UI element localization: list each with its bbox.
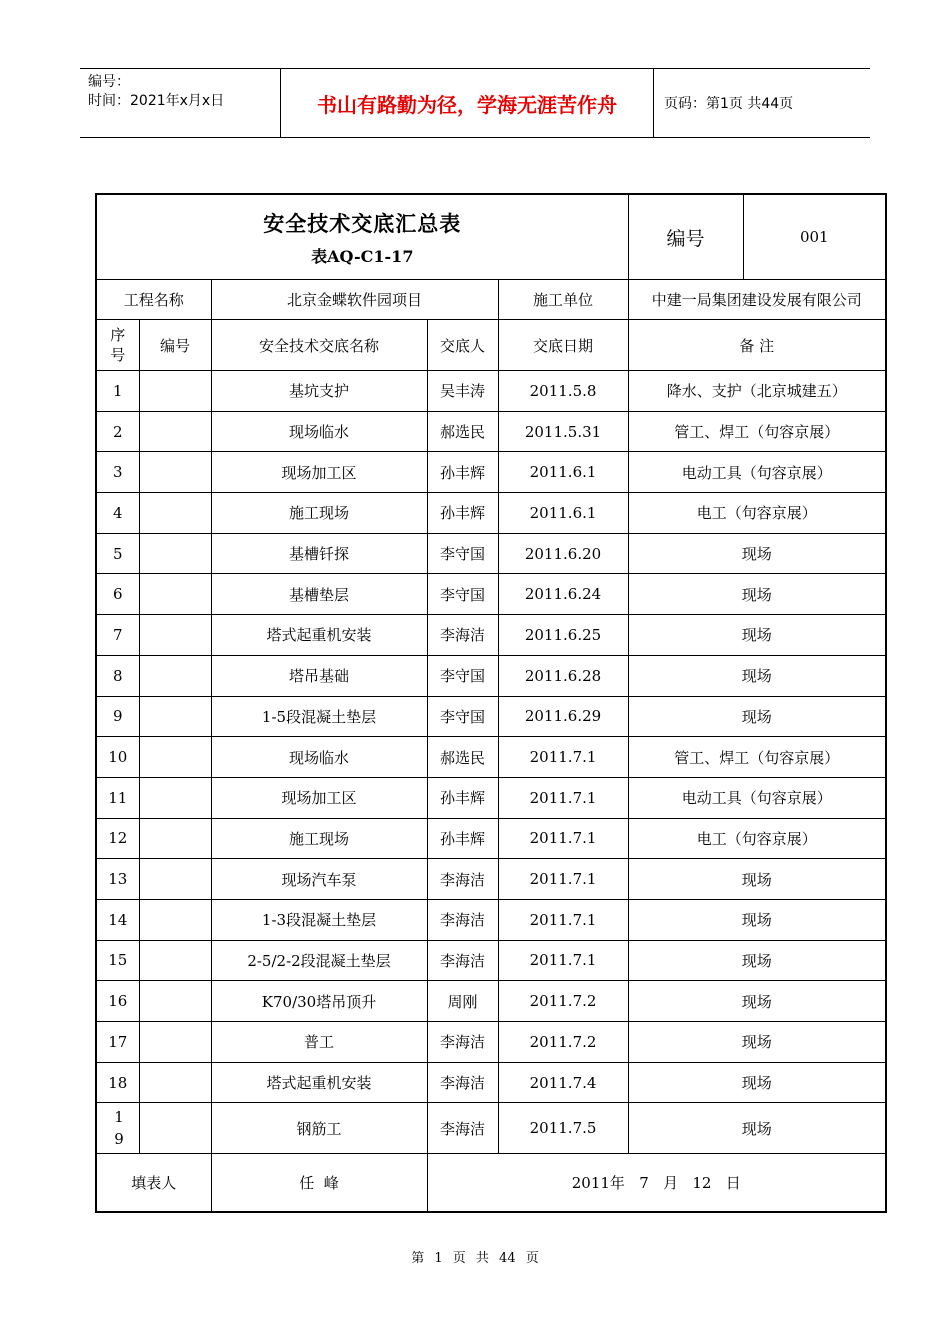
cell-name: 基坑支护 xyxy=(211,371,427,412)
cell-remark: 电工（句容京展） xyxy=(628,818,886,859)
cell-person: 李守国 xyxy=(427,655,498,696)
cell-date: 2011.7.1 xyxy=(498,818,628,859)
cell-code xyxy=(139,899,211,940)
form-number-value: 001 xyxy=(799,228,829,246)
cell-person: 吴丰涛 xyxy=(427,371,498,412)
cell-remark: 管工、焊工（句容京展） xyxy=(628,737,886,778)
cell-name: 施工现场 xyxy=(211,493,427,534)
cell-seq: 10 xyxy=(96,737,139,778)
cell-remark: 现场 xyxy=(628,1103,886,1154)
cell-remark: 现场 xyxy=(628,574,886,615)
cell-seq: 17 xyxy=(96,1022,139,1063)
cell-remark: 现场 xyxy=(628,696,886,737)
cell-person: 李海洁 xyxy=(427,899,498,940)
cell-person: 孙丰辉 xyxy=(427,818,498,859)
cell-date: 2011.7.5 xyxy=(498,1103,628,1154)
cell-code xyxy=(139,818,211,859)
col-date: 交底日期 xyxy=(498,320,628,371)
table-row xyxy=(96,899,886,940)
cell-date: 2011.6.28 xyxy=(498,655,628,696)
cell-person: 李守国 xyxy=(427,574,498,615)
cell-code xyxy=(139,1022,211,1063)
cell-code xyxy=(139,940,211,981)
cell-name: 基槽钎探 xyxy=(211,533,427,574)
cell-code xyxy=(139,411,211,452)
form-subtitle: 表AQ-C1-17 xyxy=(311,246,414,266)
cell-date: 2011.7.2 xyxy=(498,1022,628,1063)
cell-date: 2011.7.1 xyxy=(498,899,628,940)
cell-person: 周刚 xyxy=(427,981,498,1022)
cell-code xyxy=(139,777,211,818)
cell-name: 基槽垫层 xyxy=(211,574,427,615)
cell-person: 李海洁 xyxy=(427,859,498,900)
col-remark: 备 注 xyxy=(628,320,886,371)
table-row xyxy=(96,452,886,493)
cell-remark: 现场 xyxy=(628,859,886,900)
cell-code xyxy=(139,615,211,656)
cell-name: 现场汽车泵 xyxy=(211,859,427,900)
cell-code xyxy=(139,574,211,615)
cell-name: 钢筋工 xyxy=(211,1103,427,1154)
cell-person: 孙丰辉 xyxy=(427,493,498,534)
table-row xyxy=(96,371,886,412)
cell-name: K70/30塔吊顶升 xyxy=(211,981,427,1022)
cell-seq: 4 xyxy=(96,493,139,534)
cell-remark: 管工、焊工（句容京展） xyxy=(628,411,886,452)
column-header-row xyxy=(96,320,886,371)
table-row xyxy=(96,574,886,615)
filler-label: 填表人 xyxy=(96,1154,211,1212)
table-row xyxy=(96,818,886,859)
signoff-row xyxy=(96,1154,886,1212)
cell-seq: 7 xyxy=(96,615,139,656)
cell-date: 2011.7.1 xyxy=(498,940,628,981)
cell-name: 现场临水 xyxy=(211,411,427,452)
cell-remark: 现场 xyxy=(628,1062,886,1103)
cell-seq: 15 xyxy=(96,940,139,981)
cell-code xyxy=(139,1062,211,1103)
cell-seq: 5 xyxy=(96,533,139,574)
cell-name: 塔吊基础 xyxy=(211,655,427,696)
cell-name: 现场加工区 xyxy=(211,777,427,818)
cell-person: 孙丰辉 xyxy=(427,452,498,493)
cell-name: 2-5/2-2段混凝土垫层 xyxy=(211,940,427,981)
header-number-label: 编号： xyxy=(88,74,130,90)
contractor-value: 中建一局集团建设发展有限公司 xyxy=(628,280,886,320)
cell-date: 2011.7.1 xyxy=(498,859,628,900)
table-row xyxy=(96,1062,886,1103)
cell-seq: 11 xyxy=(96,777,139,818)
cell-remark: 现场 xyxy=(628,940,886,981)
cell-seq: 3 xyxy=(96,452,139,493)
cell-date: 2011.6.24 xyxy=(498,574,628,615)
cell-person: 李海洁 xyxy=(427,615,498,656)
cell-name: 现场加工区 xyxy=(211,452,427,493)
cell-person: 郝选民 xyxy=(427,737,498,778)
cell-date: 2011.6.1 xyxy=(498,452,628,493)
table-row xyxy=(96,493,886,534)
table-row xyxy=(96,777,886,818)
header-page-info: 页码：第1页 共44页 xyxy=(664,96,794,112)
cell-date: 2011.5.31 xyxy=(498,411,628,452)
cell-person: 孙丰辉 xyxy=(427,777,498,818)
cell-date: 2011.7.1 xyxy=(498,777,628,818)
cell-remark: 电工（句容京展） xyxy=(628,493,886,534)
cell-date: 2011.7.4 xyxy=(498,1062,628,1103)
cell-code xyxy=(139,533,211,574)
cell-person: 郝选民 xyxy=(427,411,498,452)
cell-code xyxy=(139,981,211,1022)
table-row xyxy=(96,655,886,696)
page-header xyxy=(80,68,870,138)
table-row xyxy=(96,1103,886,1154)
cell-person: 李海洁 xyxy=(427,1022,498,1063)
table-body xyxy=(96,371,886,1154)
table-row xyxy=(96,737,886,778)
cell-name: 施工现场 xyxy=(211,818,427,859)
safety-briefing-table xyxy=(95,193,887,1213)
cell-remark: 降水、支护（北京城建五） xyxy=(628,371,886,412)
cell-remark: 电动工具（句容京展） xyxy=(628,777,886,818)
cell-date: 2011.7.2 xyxy=(498,981,628,1022)
cell-date: 2011.5.8 xyxy=(498,371,628,412)
cell-code xyxy=(139,737,211,778)
form-number-label: 编号 xyxy=(629,195,744,279)
contractor-label: 施工单位 xyxy=(498,280,628,320)
cell-person: 李海洁 xyxy=(427,940,498,981)
cell-code xyxy=(139,696,211,737)
cell-person: 李守国 xyxy=(427,696,498,737)
cell-person: 李守国 xyxy=(427,533,498,574)
cell-seq: 6 xyxy=(96,574,139,615)
cell-code xyxy=(139,655,211,696)
cell-date: 2011.6.20 xyxy=(498,533,628,574)
cell-date: 2011.6.29 xyxy=(498,696,628,737)
col-seq: 序号 xyxy=(96,320,139,371)
cell-code xyxy=(139,371,211,412)
cell-remark: 现场 xyxy=(628,655,886,696)
cell-code xyxy=(139,452,211,493)
cell-seq: 18 xyxy=(96,1062,139,1103)
cell-remark: 现场 xyxy=(628,533,886,574)
cell-seq: 19 xyxy=(96,1103,139,1154)
cell-remark: 现场 xyxy=(628,615,886,656)
table-row xyxy=(96,411,886,452)
cell-code xyxy=(139,859,211,900)
cell-name: 现场临水 xyxy=(211,737,427,778)
cell-date: 2011.7.1 xyxy=(498,737,628,778)
cell-name: 1-3段混凝土垫层 xyxy=(211,899,427,940)
cell-name: 塔式起重机安装 xyxy=(211,1062,427,1103)
table-row xyxy=(96,533,886,574)
signoff-date: 2011年 7 月 12 日 xyxy=(427,1154,886,1212)
cell-seq: 9 xyxy=(96,696,139,737)
table-row xyxy=(96,981,886,1022)
table-row xyxy=(96,940,886,981)
header-motto: 书山有路勤为径，学海无涯苦作舟 xyxy=(281,69,654,137)
col-person: 交底人 xyxy=(427,320,498,371)
form-title: 安全技术交底汇总表 xyxy=(263,210,462,236)
cell-date: 2011.6.1 xyxy=(498,493,628,534)
form-title-cell xyxy=(96,194,628,280)
cell-date: 2011.6.25 xyxy=(498,615,628,656)
cell-remark: 现场 xyxy=(628,981,886,1022)
cell-seq: 14 xyxy=(96,899,139,940)
cell-seq: 12 xyxy=(96,818,139,859)
project-value: 北京金蝶软件园项目 xyxy=(211,280,498,320)
cell-remark: 现场 xyxy=(628,899,886,940)
cell-seq: 1 xyxy=(96,371,139,412)
table-row xyxy=(96,696,886,737)
cell-seq: 8 xyxy=(96,655,139,696)
page-footer: 第 1 页 共 44 页 xyxy=(411,1251,539,1266)
header-meta xyxy=(80,69,281,137)
cell-remark: 现场 xyxy=(628,1022,886,1063)
project-label: 工程名称 xyxy=(96,280,211,320)
filler-name: 任 峰 xyxy=(211,1154,427,1212)
cell-remark: 电动工具（句容京展） xyxy=(628,452,886,493)
cell-seq: 13 xyxy=(96,859,139,900)
cell-seq: 2 xyxy=(96,411,139,452)
cell-code xyxy=(139,1103,211,1154)
cell-code xyxy=(139,493,211,534)
col-name: 安全技术交底名称 xyxy=(211,320,427,371)
cell-person: 李海洁 xyxy=(427,1103,498,1154)
header-time-label: 时间：2021年x月x日 xyxy=(88,93,225,109)
cell-name: 普工 xyxy=(211,1022,427,1063)
cell-person: 李海洁 xyxy=(427,1062,498,1103)
table-row xyxy=(96,1022,886,1063)
cell-name: 1-5段混凝土垫层 xyxy=(211,696,427,737)
table-row xyxy=(96,615,886,656)
cell-name: 塔式起重机安装 xyxy=(211,615,427,656)
table-row xyxy=(96,859,886,900)
col-code: 编号 xyxy=(139,320,211,371)
cell-seq: 16 xyxy=(96,981,139,1022)
form-number-cell xyxy=(628,194,886,280)
